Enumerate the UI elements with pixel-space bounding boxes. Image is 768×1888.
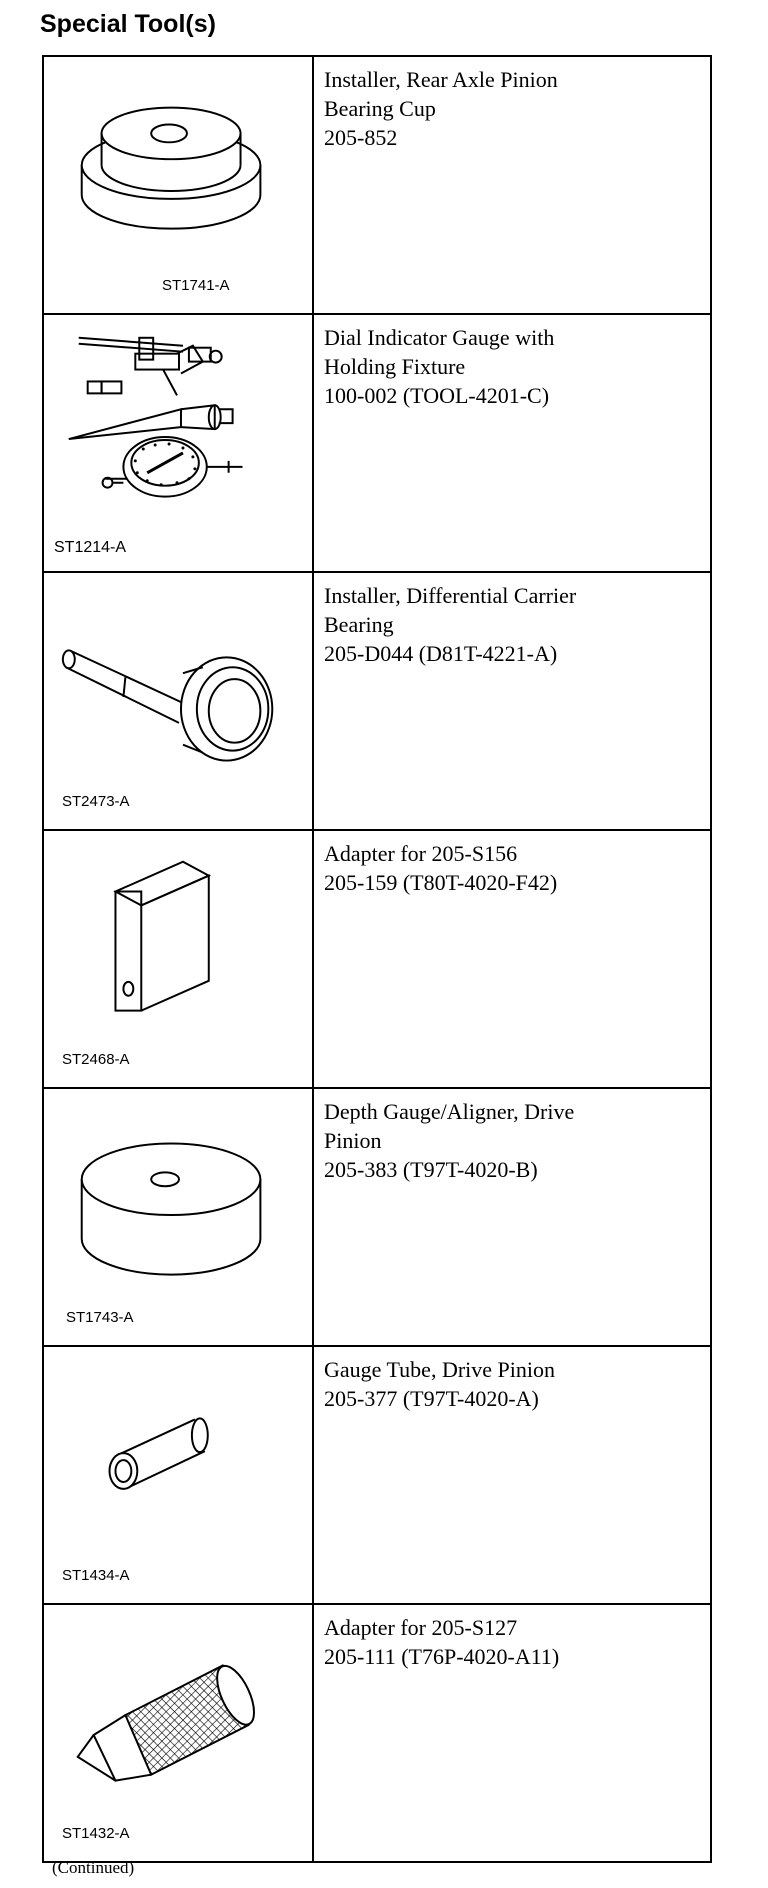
tool-name: Bearing Cup [324, 96, 436, 121]
tool-code: ST1741-A [162, 277, 230, 294]
tool-image-cell [43, 56, 313, 314]
tool-image-cell [43, 830, 313, 1088]
carrier-bearing-installer-icon [44, 573, 312, 829]
tool-row [43, 314, 711, 572]
tool-name: Pinion [324, 1128, 382, 1153]
tool-description-cell [313, 1604, 711, 1862]
tool-code: ST2473-A [62, 793, 130, 810]
tool-name: Holding Fixture [324, 354, 466, 379]
tool-code: ST1432-A [62, 1825, 130, 1842]
tool-row [43, 830, 711, 1088]
knurled-adapter-icon [44, 1605, 312, 1861]
tool-code: ST1214-A [54, 539, 127, 556]
tool-image-cell [43, 1604, 313, 1862]
tool-description-cell [313, 56, 711, 314]
continued-note: (Continued) [52, 1858, 135, 1877]
tool-image-cell [43, 572, 313, 830]
tool-description-cell [313, 314, 711, 572]
tool-row [43, 1088, 711, 1346]
tool-name: Installer, Rear Axle Pinion [324, 67, 558, 92]
tool-name: Adapter for 205-S156 [324, 841, 518, 866]
tool-code: ST2468-A [62, 1051, 130, 1068]
tool-number: 205-D044 (D81T-4221-A) [324, 641, 558, 666]
tool-image-cell [43, 1088, 313, 1346]
tool-description-cell [313, 1088, 711, 1346]
tool-number: 205-383 (T97T-4020-B) [324, 1157, 538, 1182]
tool-code: ST1743-A [66, 1309, 134, 1326]
tool-name: Gauge Tube, Drive Pinion [324, 1357, 555, 1382]
tool-row [43, 56, 711, 314]
tool-name: Dial Indicator Gauge with [324, 325, 555, 350]
tool-row [43, 1604, 711, 1862]
tool-name: Bearing [324, 612, 394, 637]
depth-gauge-icon [44, 1089, 312, 1345]
tool-name: Installer, Differential Carrier [324, 583, 577, 608]
tool-name: Depth Gauge/Aligner, Drive [324, 1099, 575, 1124]
tool-description-cell [313, 1346, 711, 1604]
tool-image-cell [43, 314, 313, 572]
tool-code: ST1434-A [62, 1567, 130, 1584]
tool-description-cell [313, 572, 711, 830]
tool-row [43, 1346, 711, 1604]
tool-number: 205-159 (T80T-4020-F42) [324, 870, 558, 895]
page-title: Special Tool(s) [40, 10, 216, 38]
tool-row [43, 572, 711, 830]
special-tools-table [42, 55, 712, 1863]
adapter-block-icon [44, 831, 312, 1087]
tool-number: 205-852 [324, 125, 398, 150]
tool-number: 205-377 (T97T-4020-A) [324, 1386, 539, 1411]
tool-name: Adapter for 205-S127 [324, 1615, 518, 1640]
bearing-cup-installer-icon [44, 57, 312, 313]
tool-image-cell [43, 1346, 313, 1604]
tool-number: 100-002 (TOOL-4201-C) [324, 383, 550, 408]
gauge-tube-icon [44, 1347, 312, 1603]
tool-number: 205-111 (T76P-4020-A11) [324, 1644, 560, 1669]
tool-description-cell [313, 830, 711, 1088]
dial-indicator-icon [44, 315, 312, 571]
